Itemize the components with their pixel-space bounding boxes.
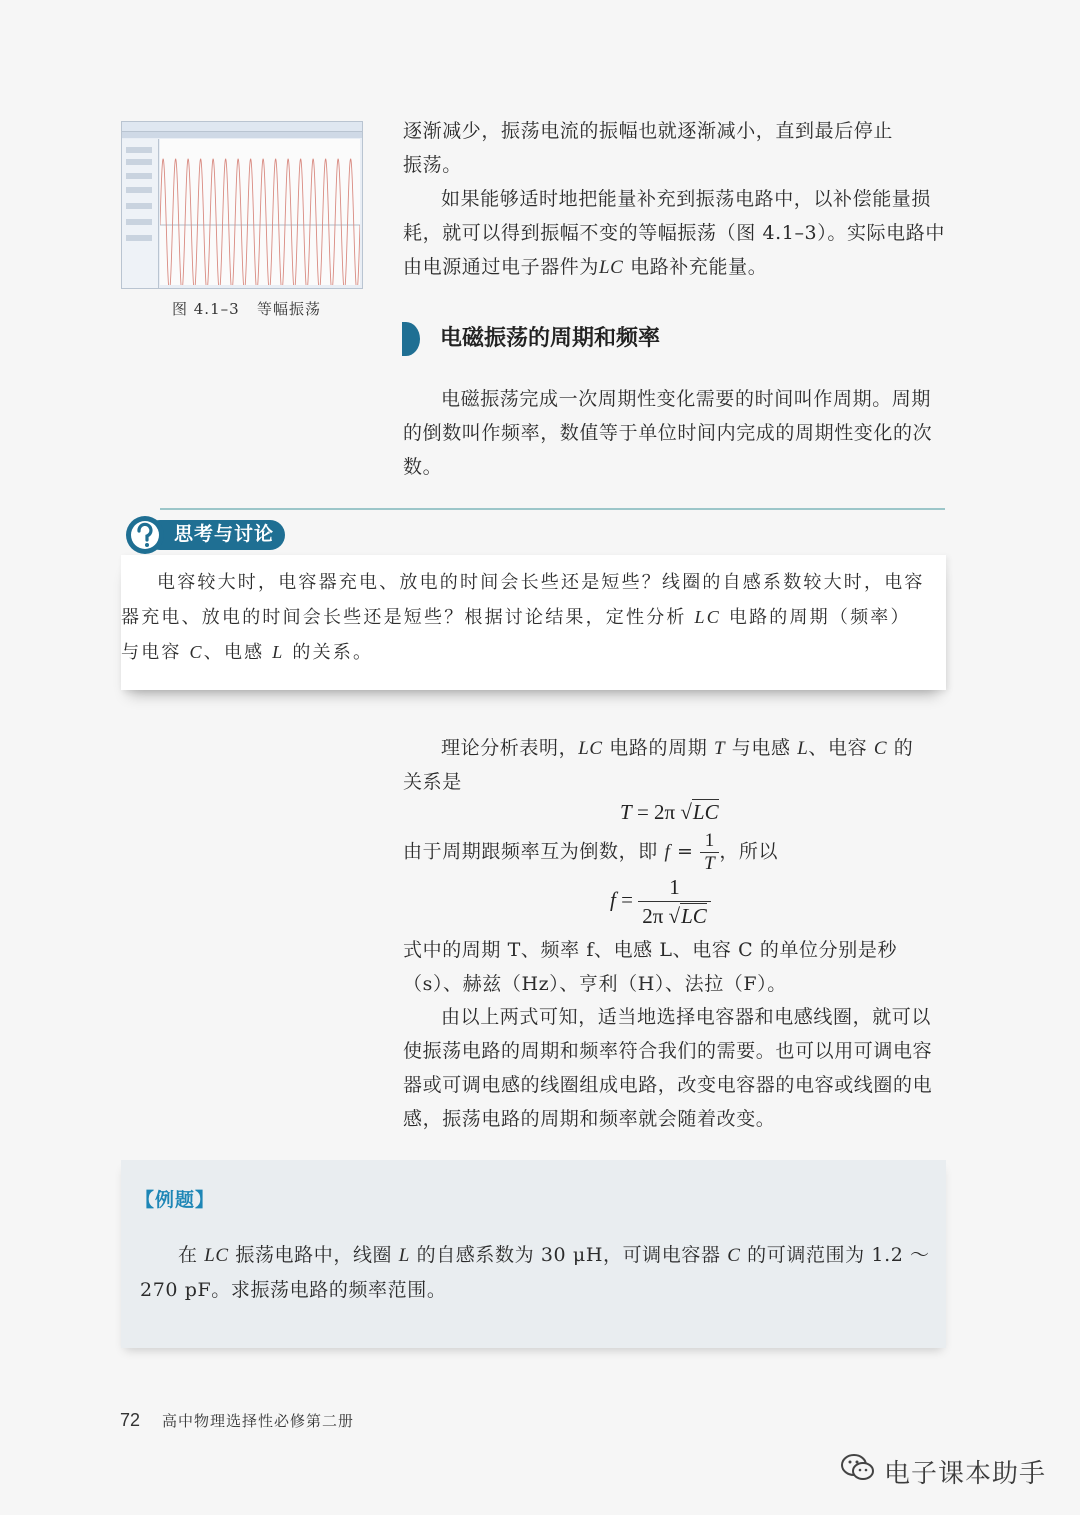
theory-text-b: 电路的周期 [602, 737, 714, 759]
var-f: f [610, 887, 616, 912]
section-heading: 电磁振荡的周期和频率 [440, 326, 661, 351]
watermark-text: 电子课本助手 [884, 1459, 1047, 1489]
waveform-line [160, 159, 360, 285]
discussion-text [121, 566, 926, 670]
figure-caption-number: 图 4.1–3 [172, 300, 240, 318]
frequency-formula [610, 873, 711, 930]
theory-text-c: 与电感 [725, 737, 798, 759]
section-marker-icon [402, 322, 420, 356]
reciprocal-sentence [403, 830, 948, 875]
example-text-a: 在 [178, 1244, 205, 1266]
oscillation-screenshot-figure [121, 121, 363, 289]
var-c: C [727, 1245, 741, 1266]
example-text-b: 振荡电路中，线圈 [228, 1244, 399, 1266]
discussion-text-c: 、电感 [203, 642, 273, 663]
intro-paragraph-2 [403, 182, 948, 285]
var-t: T [620, 800, 632, 824]
var-lc: LC [204, 1245, 229, 1266]
conclusion-paragraph: 由以上两式可知，适当地选择电容器和电感线圈，就可以使振荡电路的周期和频率符合我们的需要。也可以用可调电容器或可调电感的线圈组成电路，改变电容器的电容或线圈的电感，振荡电路的周期和频率就会随着改变。 [403, 1006, 933, 1130]
fraction-numerator: 1 [669, 875, 680, 899]
question-mark-icon [134, 521, 164, 551]
theory-intro [403, 731, 948, 766]
figure-control-panel [122, 139, 159, 288]
reciprocal-text: 由于周期跟频率互为倒数，即 [403, 840, 665, 863]
var-f: f [664, 841, 671, 863]
denominator-coefficient: 2π [642, 904, 669, 928]
example-text-c: 的自感系数为 30 μH，可调电容器 [409, 1244, 728, 1266]
discussion-text-a: 电容较大时，电容器充电、放电的时间会长些还是短些？线圈的自感系数较大时，电容器充电、放电的时间会长些还是短些？根据讨论结果，定性分析 [121, 572, 925, 628]
theory-text-a: 理论分析表明， [441, 737, 579, 759]
page-number: 72 [120, 1410, 141, 1430]
discussion-divider [160, 508, 945, 510]
intro-paragraph-1 [403, 114, 948, 182]
units-paragraph: 式中的周期 T、频率 f、电感 L、电容 C 的单位分别是秒（s）、赫兹（Hz）、亨利（H）、法拉（F）。 [403, 939, 898, 995]
theory-text-d: 、电容 [808, 737, 874, 759]
discussion-title: 思考与讨论 [174, 523, 275, 545]
example-text-d: 的可调范围为 1.2 ～ 270 pF。求振荡电路的频率范围。 [140, 1244, 930, 1301]
var-l: L [398, 1245, 410, 1266]
figure-window-toolbar [122, 132, 362, 138]
frequency-fraction [638, 873, 711, 930]
var-c: C [189, 642, 204, 662]
intro-para2-tail: 电路补充能量。 [623, 256, 768, 278]
var-t: T [713, 738, 726, 759]
constant-amplitude-wave-icon [160, 139, 360, 285]
fraction-numerator: 1 [704, 830, 715, 851]
fraction-denominator [638, 901, 711, 930]
intro-para2-text: 如果能够适时地把能量补充到振荡电路中，以补偿能量损耗，就可以得到振幅不变的等幅振荡（图 4.1–3）。实际电路中由电源通过电子器件为 [403, 188, 945, 278]
reciprocal-fraction [700, 830, 719, 875]
sqrt-icon: √ [668, 904, 681, 928]
figure-waveform-plot [160, 139, 360, 285]
figure-caption-text: 等幅振荡 [256, 300, 321, 318]
var-c: C [873, 738, 888, 759]
theory-line2: 关系是 [403, 771, 462, 793]
intro-para1-line2: 振荡。 [403, 154, 462, 176]
sqrt-icon: √ [680, 800, 692, 824]
var-lc: LC [694, 607, 721, 627]
reciprocal-tail: ，所以 [719, 840, 779, 863]
wechat-icon [840, 1452, 876, 1484]
formula1-eq: = 2π [631, 800, 681, 824]
book-title: 高中物理选择性必修第二册 [162, 1412, 355, 1430]
figure-caption [172, 298, 321, 319]
var-lc: LC [599, 257, 624, 278]
var-lc: LC [692, 800, 719, 824]
fraction-denominator: T [700, 852, 719, 875]
var-lc: LC [681, 904, 707, 928]
example-text [140, 1238, 932, 1307]
formula2-eq: = [615, 887, 639, 912]
discussion-text-b: 电路的周期（频率）与电容 [121, 607, 911, 663]
discussion-text-d: 的关系。 [284, 642, 374, 663]
theory-text-e: 的 [887, 737, 914, 759]
period-formula [620, 800, 719, 825]
example-label: 【例题】 [135, 1189, 216, 1211]
var-lc: LC [578, 738, 603, 759]
figure-window-titlebar [122, 122, 362, 132]
var-l: L [272, 642, 285, 662]
var-l: L [797, 738, 809, 759]
reciprocal-eq: = [670, 840, 701, 863]
section-paragraph: 电磁振荡完成一次周期性变化需要的时间叫作周期。周期的倒数叫作频率，数值等于单位时间内完成的周期性变化的次数。 [403, 388, 933, 478]
intro-para1-line1: 逐渐减少，振荡电流的振幅也就逐渐减小，直到最后停止 [403, 120, 894, 142]
